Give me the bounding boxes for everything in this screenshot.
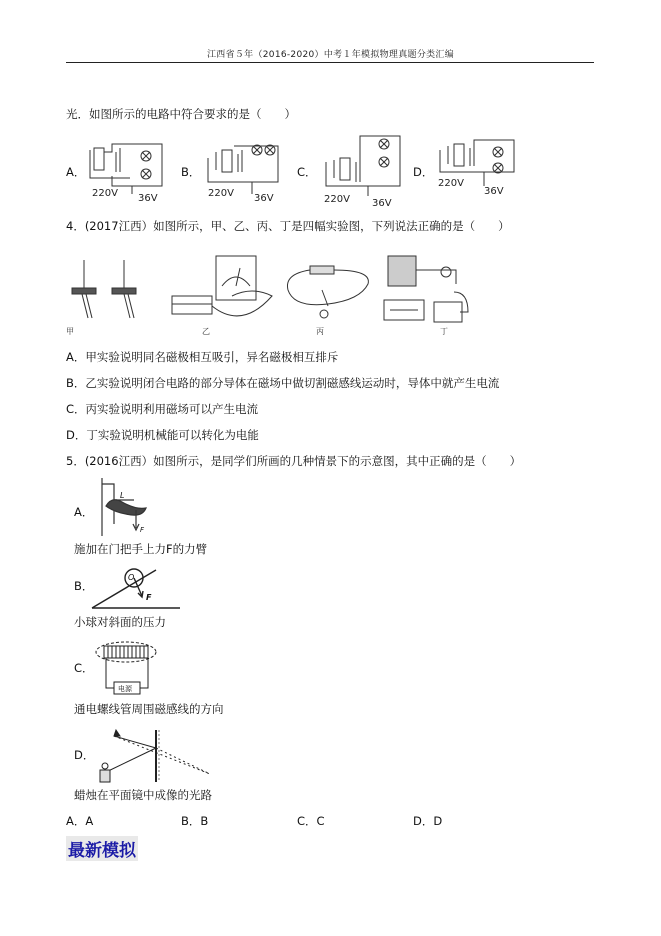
q5-fig-a-label: A． xyxy=(74,505,94,519)
q3-option-d-label: D． xyxy=(413,165,434,179)
q4-stem: 4．(2017江西）如图所示，甲、乙、丙、丁是四幅实验图，下列说法正确的是（ ） xyxy=(66,219,510,233)
q5-fig-c-caption: 通电螺线管周围磁感线的方向 xyxy=(74,702,224,716)
header-rule xyxy=(66,62,594,63)
q3-c-voltage-36: 36V xyxy=(372,198,392,208)
section-title: 最新模拟 xyxy=(66,836,138,861)
q4-option-a: A．甲实验说明同名磁极相互吸引，异名磁极相互排斥 xyxy=(66,350,339,364)
page-header: 江西省５年（2016-2020）中考１年模拟物理真题分类汇编 xyxy=(206,50,455,60)
q5-door-handle-figure xyxy=(94,476,154,540)
q5-fig-d-label: D． xyxy=(74,748,95,762)
q5-fig-d-caption: 蜡烛在平面镜中成像的光路 xyxy=(74,788,212,802)
q5-solenoid-figure xyxy=(92,638,162,700)
q3-a-voltage-220: 220V xyxy=(92,188,118,199)
q5-mirror-figure xyxy=(92,726,216,786)
q5-answer-b: B．B xyxy=(181,814,209,828)
q4-label-ding: 丁 xyxy=(440,327,448,336)
q5-b-mark-f: F xyxy=(146,593,152,602)
q5-c-mark-power: 电源 xyxy=(118,685,132,693)
q4-option-d: D．丁实验说明机械能可以转化为电能 xyxy=(66,428,259,442)
q5-fig-a-caption: 施加在门把手上力F的力臂 xyxy=(74,542,208,556)
q3-d-voltage-220: 220V xyxy=(438,178,464,189)
q5-b-mark-o: O xyxy=(128,573,135,582)
q4-label-jia: 甲 xyxy=(66,327,74,336)
q3-circuit-d-figure xyxy=(434,134,524,198)
q3-d-voltage-36: 36V xyxy=(484,186,504,197)
q3-circuit-c-figure xyxy=(318,128,408,208)
q4-label-yi: 乙 xyxy=(202,327,210,336)
q3-option-a-label: A． xyxy=(66,165,86,179)
q5-answer-d: D．D xyxy=(413,814,443,828)
q5-stem: 5．(2016江西）如图所示，是同学们所画的几种情景下的示意图，其中正确的是（ ） xyxy=(66,454,522,468)
q5-a-mark-l: L xyxy=(120,491,125,500)
q5-fig-b-label: B． xyxy=(74,579,94,593)
q3-option-b-label: B． xyxy=(181,165,201,179)
q3-b-voltage-220: 220V xyxy=(208,188,234,199)
q3-option-c-label: C． xyxy=(297,165,317,179)
q5-fig-c-label: C． xyxy=(74,661,94,675)
q4-option-b: B．乙实验说明闭合电路的部分导体在磁场中做切割磁感线运动时，导体中就产生电流 xyxy=(66,376,500,390)
q4-label-bing: 丙 xyxy=(316,327,324,336)
q5-a-mark-f: F xyxy=(140,526,145,534)
q5-answer-a: A．A xyxy=(66,814,94,828)
q3-circuit-a-figure xyxy=(86,138,176,204)
q4-experiment-figures xyxy=(66,246,478,340)
q3-circuit-b-figure xyxy=(202,138,292,204)
q3-b-voltage-36: 36V xyxy=(254,193,274,204)
q3-a-voltage-36: 36V xyxy=(138,193,158,204)
q3-stem: 光．如图所示的电路中符合要求的是（ ） xyxy=(66,107,296,121)
q5-incline-figure xyxy=(88,564,184,612)
q5-fig-b-caption: 小球对斜面的压力 xyxy=(74,615,166,629)
q4-option-c: C．丙实验说明利用磁场可以产生电流 xyxy=(66,402,259,416)
q5-answer-c: C．C xyxy=(297,814,325,828)
q3-c-voltage-220: 220V xyxy=(324,194,350,205)
